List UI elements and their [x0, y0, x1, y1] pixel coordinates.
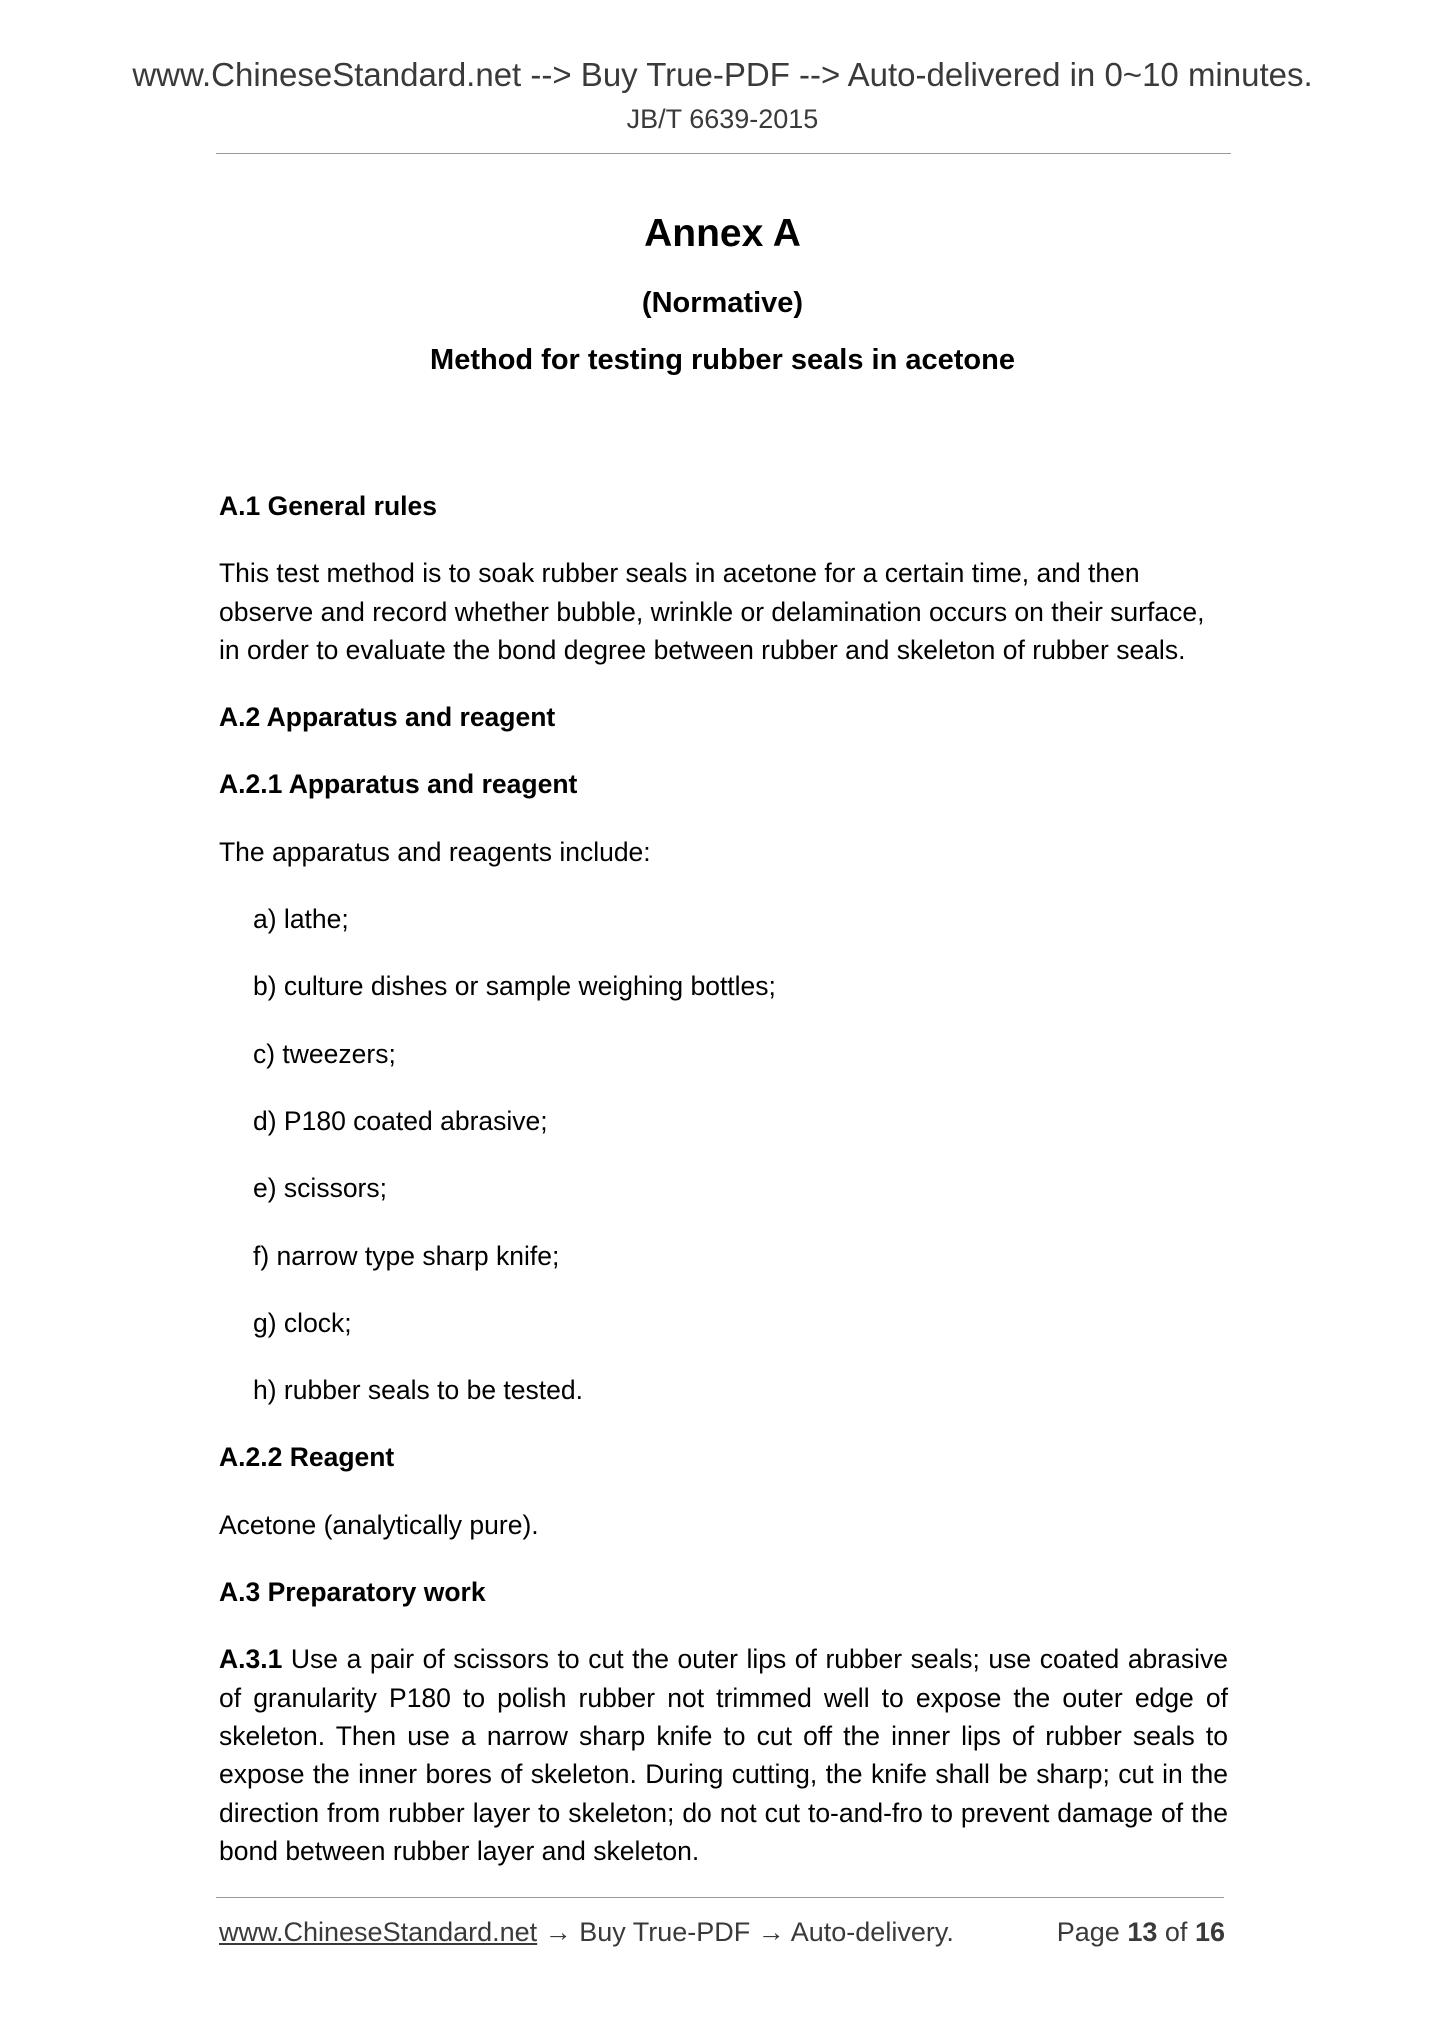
- list-item: e) scissors;: [253, 1173, 387, 1204]
- section-heading-a3: A.3 Preparatory work: [219, 1577, 486, 1608]
- clause-text: Use a pair of scissors to cut the outer lips of rubber seals; use coated abrasive of granularity P180 to polish rubber not trimmed well to expose the outer edge of skeleton. Then use a narrow sharp knife to cut off the inner lips of rubber seals to expose the inner bores of skeleton. During cutting, the knife shall be sharp; cut in the direction from rubber layer to skeleton; do not cut to-and-fro to prevent damage of the bond between rubber layer and skeleton.: [219, 1644, 1228, 1866]
- section-heading-a2: A.2 Apparatus and reagent: [219, 702, 556, 733]
- section-heading-a2-2: A.2.2 Reagent: [219, 1442, 395, 1473]
- page-indicator: [1057, 1917, 1225, 1948]
- list-item: a) lathe;: [253, 904, 349, 935]
- clause-number: A.3.1: [219, 1644, 283, 1675]
- footer-tagline: → Buy True-PDF → Auto-delivery.: [544, 1917, 954, 1947]
- section-text-a2-2: Acetone (analytically pure).: [219, 1509, 539, 1540]
- page-label: Page: [1056, 1917, 1120, 1947]
- section-heading-a2-1: A.2.1 Apparatus and reagent: [219, 769, 578, 800]
- annex-type: (Normative): [641, 287, 804, 319]
- list-item: f) narrow type sharp knife;: [253, 1240, 560, 1271]
- standard-number: JB/T 6639-2015: [626, 104, 819, 134]
- list-item: b) culture dishes or sample weighing bottles;: [253, 971, 776, 1002]
- annex-subtitle: Method for testing rubber seals in acetone: [430, 344, 1015, 376]
- page-current: 13: [1127, 1917, 1158, 1947]
- list-item: h) rubber seals to be tested.: [253, 1375, 583, 1406]
- section-intro-a2-1: The apparatus and reagents include:: [219, 836, 651, 867]
- header-banner: www.ChineseStandard.net --> Buy True-PDF --> Auto-delivered in 0~10 minutes.: [132, 56, 1313, 93]
- list-item: d) P180 coated abrasive;: [253, 1105, 548, 1136]
- list-item: c) tweezers;: [253, 1038, 396, 1069]
- page-of-label: of: [1164, 1917, 1188, 1947]
- footer-divider: [216, 1897, 1224, 1898]
- section-paragraph-a3-1: [219, 1640, 1228, 1870]
- footer-website-link[interactable]: www.ChineseStandard.net: [219, 1917, 538, 1947]
- header-divider: [216, 153, 1231, 154]
- section-heading-a1: A.1 General rules: [219, 491, 437, 521]
- list-item: g) clock;: [253, 1307, 352, 1338]
- document-body: [219, 487, 1228, 1899]
- page-total: 16: [1194, 1917, 1225, 1947]
- annex-title: Annex A: [644, 212, 801, 255]
- section-text-a1: This test method is to soak rubber seals in acetone for a certain time, and then observe and record whether bubble, wrinkle or delamination occurs on their surface, in order to evaluate the bond degree between rubber and skeleton of rubber seals.: [219, 558, 1205, 665]
- footer-left: [219, 1917, 954, 1948]
